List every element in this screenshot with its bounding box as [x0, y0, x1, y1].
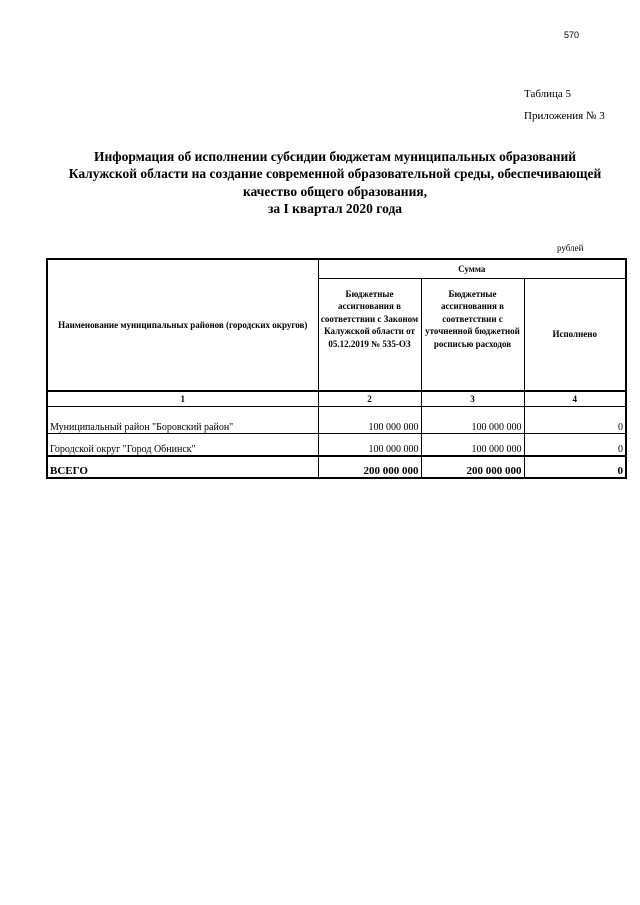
units-label: рублей: [557, 243, 584, 253]
row-executed: 0: [524, 433, 626, 456]
row-executed: 0: [524, 406, 626, 433]
column-header-budget-allocation: Бюджетные ассигнования в соответствии с уточненной бюджетной росписью расходов: [421, 278, 524, 391]
column-number: 1: [47, 391, 318, 406]
title-line: Калужской области на создание современной образовательной среды, обеспечивающей: [68, 166, 602, 182]
column-number-row: [47, 391, 626, 406]
row-budget-allocation: 100 000 000: [421, 406, 524, 433]
total-budget-allocation: 200 000 000: [421, 456, 524, 478]
column-number: 4: [524, 391, 626, 406]
group-header-sum: Сумма: [318, 259, 626, 278]
title-line: за I квартал 2020 года: [267, 201, 403, 217]
row-name: Муниципальный район "Боровский район": [47, 406, 318, 433]
row-name: Городской округ "Город Обнинск": [47, 433, 318, 456]
document-title: [30, 148, 640, 218]
row-budget-allocation: 100 000 000: [421, 433, 524, 456]
row-law-allocation: 100 000 000: [318, 406, 421, 433]
page-number: 570: [564, 30, 580, 40]
column-header-law-allocation: Бюджетные ассигнования в соответствии с Законом Калужской области от 05.12.2019 № 535-ОЗ: [318, 278, 421, 391]
table-row: [47, 433, 626, 456]
total-law-allocation: 200 000 000: [318, 456, 421, 478]
total-label: ВСЕГО: [47, 456, 318, 478]
subsidy-table: [46, 258, 627, 479]
row-law-allocation: 100 000 000: [318, 433, 421, 456]
appendix-label: Приложения № 3: [524, 110, 605, 122]
title-line: качество общего образования,: [242, 183, 428, 199]
column-header-name: Наименование муниципальных районов (городских округов): [47, 259, 318, 391]
title-line: Информация об исполнении субсидии бюджетам муниципальных образований: [93, 149, 577, 164]
column-number: 2: [318, 391, 421, 406]
table-row: [47, 406, 626, 433]
column-number: 3: [421, 391, 524, 406]
total-row: [47, 456, 626, 478]
column-header-executed: Исполнено: [524, 278, 626, 391]
table-label: Таблица 5: [524, 88, 572, 100]
table-header-row: [47, 259, 626, 278]
total-executed: 0: [524, 456, 626, 478]
